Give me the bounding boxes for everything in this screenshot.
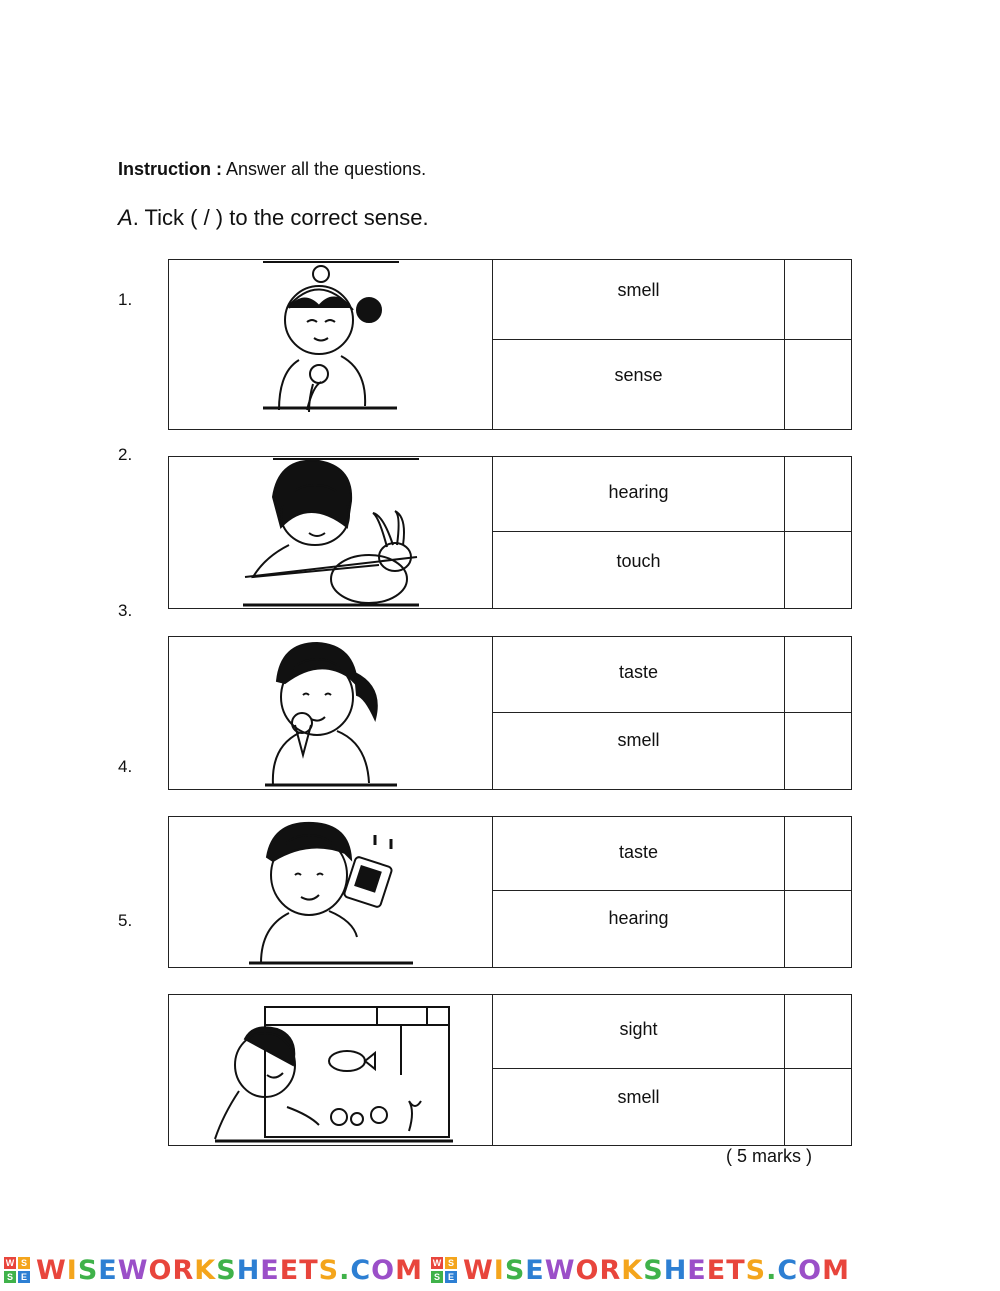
tick-box[interactable] <box>785 637 851 712</box>
boy-listening-to-radio-picture <box>169 817 493 967</box>
section-letter: A <box>118 205 133 230</box>
section-text: . Tick ( / ) to the correct sense. <box>132 205 429 230</box>
logo-icon: W S S E <box>4 1257 30 1283</box>
option-cell <box>493 260 785 339</box>
option-cell <box>493 531 785 608</box>
girl-looking-at-fish-tank-picture <box>169 995 493 1145</box>
option-label: taste <box>618 662 659 682</box>
tick-box[interactable] <box>785 995 851 1068</box>
question-box-1 <box>168 259 852 430</box>
question-number: 5. <box>118 911 133 930</box>
instruction-line <box>118 159 426 180</box>
option-label: taste <box>618 842 659 862</box>
tick-box[interactable] <box>785 890 851 967</box>
question-number: 2. <box>118 445 133 464</box>
option-cell <box>493 817 785 890</box>
option-cell <box>493 995 785 1068</box>
option-label: hearing <box>608 908 669 928</box>
brand-logo <box>0 1255 423 1286</box>
option-label: touch <box>616 551 661 571</box>
question-box-5 <box>168 994 852 1146</box>
instruction-text: Answer all the questions. <box>226 159 427 179</box>
tick-box[interactable] <box>785 817 851 890</box>
option-label: smell <box>617 1087 660 1107</box>
brand-text: WISEWORKSHEETS.COM <box>36 1254 423 1286</box>
option-label: smell <box>617 730 660 750</box>
question-box-4 <box>168 816 852 968</box>
tick-box[interactable] <box>785 260 851 339</box>
option-cell <box>493 1068 785 1145</box>
section-heading <box>118 205 429 231</box>
question-number: 3. <box>118 601 133 620</box>
question-number: 4. <box>118 757 133 776</box>
option-cell <box>493 339 785 429</box>
girl-smelling-flower-picture <box>169 260 493 429</box>
tick-box[interactable] <box>785 531 851 608</box>
option-cell <box>493 890 785 967</box>
question-box-3 <box>168 636 852 790</box>
option-label: hearing <box>608 482 669 502</box>
marks-label: ( 5 marks ) <box>726 1146 813 1166</box>
tick-box[interactable] <box>785 457 851 531</box>
brand-footer <box>0 1252 1000 1288</box>
girl-touching-rabbit-picture <box>169 457 493 608</box>
question-number: 1. <box>118 290 133 309</box>
tick-box[interactable] <box>785 339 851 429</box>
brand-logo <box>427 1255 850 1286</box>
option-cell <box>493 457 785 531</box>
option-cell <box>493 712 785 789</box>
option-label: smell <box>617 280 660 300</box>
logo-icon: W S S E <box>431 1257 457 1283</box>
option-cell <box>493 637 785 712</box>
brand-text: WISEWORKSHEETS.COM <box>463 1254 850 1286</box>
question-box-2 <box>168 456 852 609</box>
girl-eating-ice-cream-picture <box>169 637 493 789</box>
tick-box[interactable] <box>785 712 851 789</box>
instruction-label: Instruction : <box>118 159 222 179</box>
option-label: sight <box>619 1019 658 1039</box>
tick-box[interactable] <box>785 1068 851 1145</box>
option-label: sense <box>614 365 663 385</box>
